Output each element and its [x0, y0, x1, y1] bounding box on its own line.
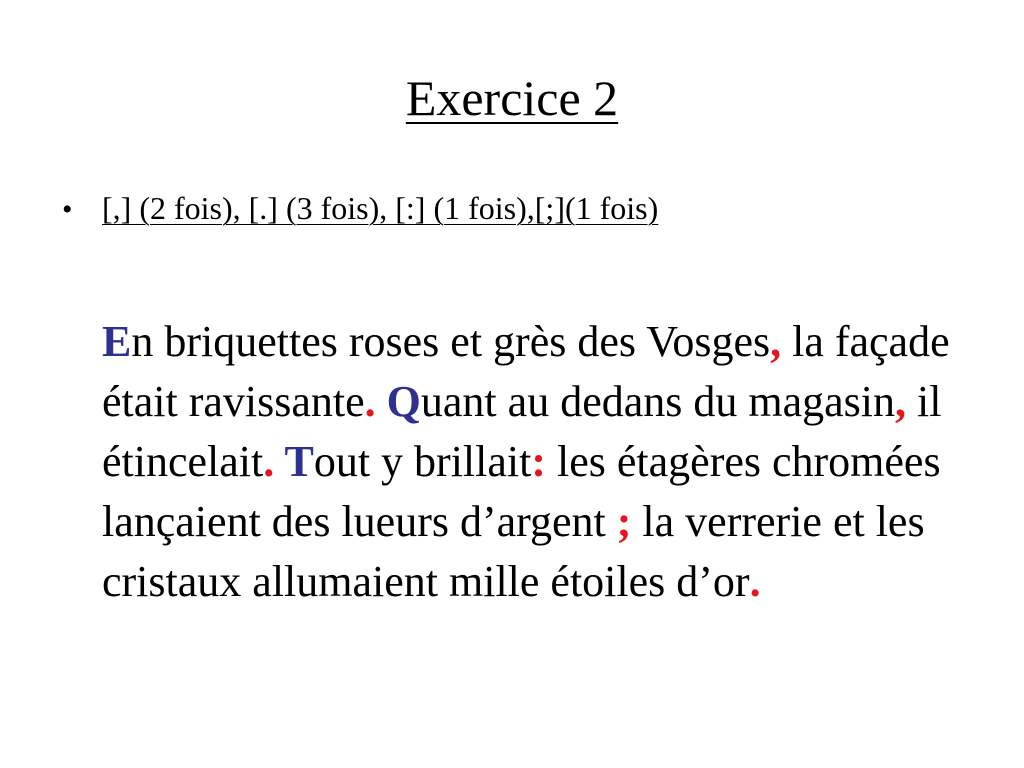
exercise-paragraph — [102, 312, 982, 612]
text-segment-5: out y brillait — [313, 437, 532, 486]
text-segment-4: il étincelait — [102, 377, 942, 486]
capital-letter-t: T — [274, 437, 314, 486]
slide-title: Exercice 2 — [405, 70, 619, 126]
capital-letter-q: Q — [375, 377, 421, 426]
bullet-item — [62, 188, 962, 230]
text-segment-1: n briquettes roses et grès des Vosges — [131, 317, 771, 366]
text-segment-6: les étagères chromées lançaient des lueurs d’argent — [102, 437, 941, 546]
text-segment-2: la façade était ravissante — [102, 317, 950, 426]
text-segment-3: uant au dedans du magasin — [420, 377, 896, 426]
punctuation-period-1: . — [364, 377, 376, 426]
punctuation-comma-1: , — [770, 317, 782, 366]
punctuation-comma-2: , — [895, 377, 907, 426]
text-segment-7: la verrerie et les cristaux allumaient mille étoiles d’or — [102, 497, 925, 606]
punctuation-colon: : — [531, 437, 546, 486]
capital-letter-e: E — [102, 317, 132, 366]
punctuation-period-3: . — [749, 557, 761, 606]
punctuation-semicolon: ; — [616, 497, 632, 546]
bullet-text: [,] (2 fois), [.] (3 fois), [:] (1 fois),[;](1 fois) — [102, 190, 659, 226]
punctuation-period-2: . — [263, 437, 275, 486]
bullet-marker: • — [62, 193, 73, 226]
